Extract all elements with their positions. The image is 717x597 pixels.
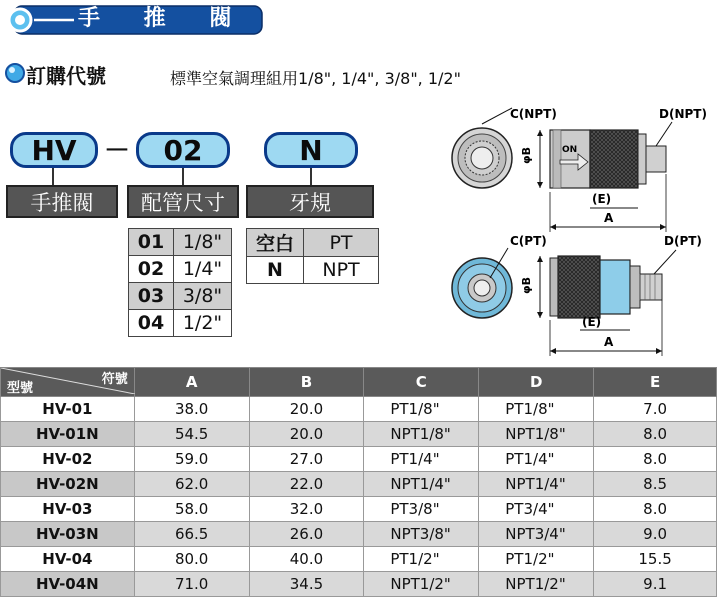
- label-on: ON: [562, 145, 578, 155]
- size-option-row: 02 1/4": [129, 256, 232, 283]
- page-title: 手 推 閥: [78, 6, 250, 31]
- pt-side-view: [550, 256, 662, 318]
- spec-header-row: [1, 368, 717, 397]
- thread-option-row: N NPT: [247, 257, 379, 284]
- label-b-pt: φB: [520, 277, 533, 294]
- label-prefix: 手推閥: [6, 185, 118, 218]
- section-bullet-icon: [4, 62, 26, 84]
- label-d-pt: D(PT): [664, 234, 702, 248]
- col-header: B: [249, 368, 364, 397]
- npt-end-view: [452, 108, 512, 188]
- npt-side-view: [550, 130, 666, 188]
- dimension-diagram: [440, 100, 717, 360]
- col-header: C: [364, 368, 479, 397]
- table-row: HV-01 38.0 20.0 PT1/8" PT1/8" 7.0: [1, 397, 717, 422]
- label-b-npt: φB: [520, 147, 533, 164]
- label-c-npt: C(NPT): [510, 107, 557, 121]
- col-header: D: [479, 368, 594, 397]
- label-e-pt: (E): [582, 315, 602, 329]
- code-dash: －: [104, 136, 131, 166]
- label-c-pt: C(PT): [510, 234, 547, 248]
- size-options-table: [128, 228, 232, 337]
- size-option-row: 01 1/8": [129, 229, 232, 256]
- table-row: HV-03 58.0 32.0 PT3/8" PT3/4" 8.0: [1, 497, 717, 522]
- thread-options-table: [246, 228, 379, 284]
- connector: [182, 168, 184, 185]
- table-row: HV-02 59.0 27.0 PT1/4" PT1/4" 8.0: [1, 447, 717, 472]
- ordering-title: 訂購代號: [26, 64, 106, 88]
- label-size: 配管尺寸: [127, 185, 239, 218]
- pt-end-view: [452, 248, 512, 318]
- size-option-row: 03 3/8": [129, 283, 232, 310]
- table-row: HV-04 80.0 40.0 PT1/2" PT1/2" 15.5: [1, 547, 717, 572]
- connector: [52, 168, 54, 185]
- corner-model-label: 型號: [7, 381, 34, 396]
- ordering-subtitle: 標準空氣調理組用1/8", 1/4", 3/8", 1/2": [170, 69, 461, 88]
- size-option-row: 04 1/2": [129, 310, 232, 337]
- label-a-npt: A: [604, 211, 614, 225]
- connector: [310, 168, 312, 185]
- corner-header: [1, 368, 135, 397]
- label-e-npt: (E): [592, 192, 612, 206]
- col-header: A: [134, 368, 249, 397]
- thread-option-row: 空白 PT: [247, 229, 379, 257]
- code-size: 02: [136, 132, 230, 168]
- corner-symbol-label: 符號: [101, 372, 128, 387]
- spec-table: [0, 367, 717, 597]
- table-row: HV-01N 54.5 20.0 NPT1/8" NPT1/8" 8.0: [1, 422, 717, 447]
- code-thread: N: [264, 132, 358, 168]
- table-row: HV-04N 71.0 34.5 NPT1/2" NPT1/2" 9.1: [1, 572, 717, 597]
- table-row: HV-03N 66.5 26.0 NPT3/8" NPT3/4" 9.0: [1, 522, 717, 547]
- table-row: HV-02N 62.0 22.0 NPT1/4" NPT1/4" 8.5: [1, 472, 717, 497]
- col-header: E: [594, 368, 717, 397]
- label-a-pt: A: [604, 335, 614, 349]
- code-prefix: HV: [10, 132, 98, 168]
- label-d-npt: D(NPT): [659, 107, 707, 121]
- label-thread: 牙規: [246, 185, 374, 218]
